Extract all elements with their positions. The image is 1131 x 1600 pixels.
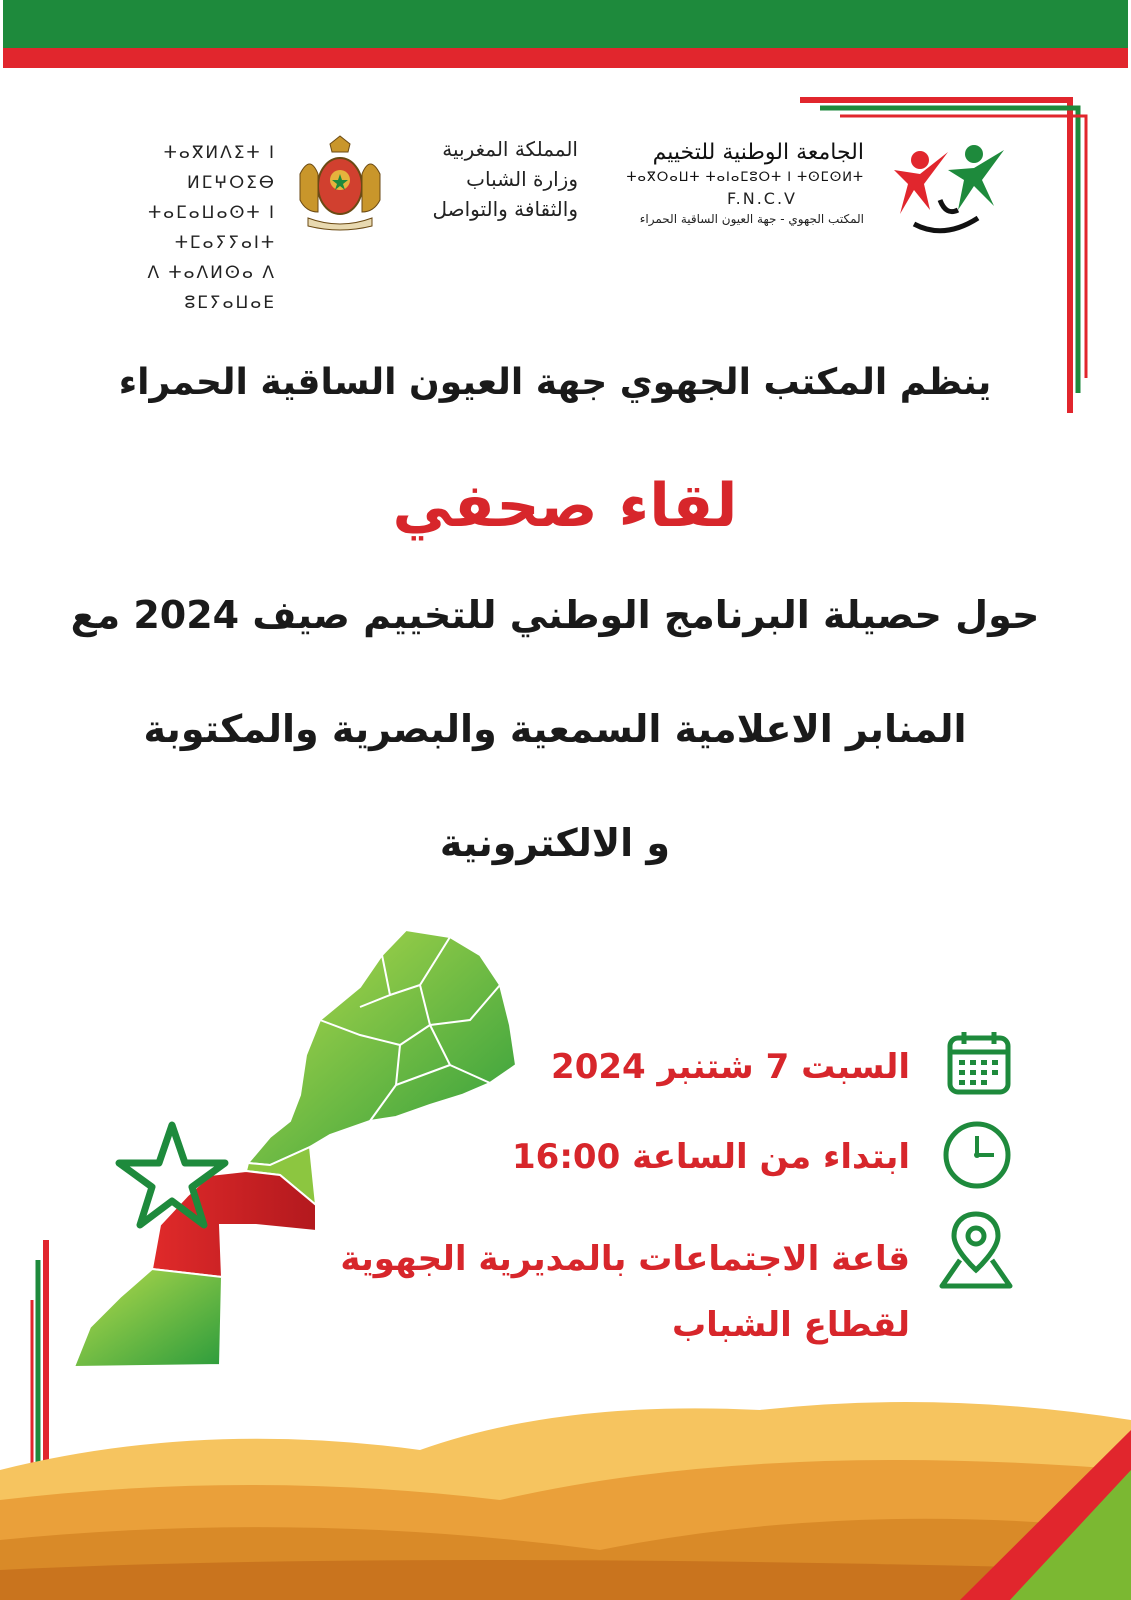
federation-office: المكتب الجهوي - جهة العيون الساقية الحمراء [639,212,864,226]
federation-abbr: F.N.C.V [727,189,797,208]
federation-name-arabic: الجامعة الوطنية للتخييم [652,140,864,165]
organizer-line: ينظم المكتب الجهوي جهة العيون الساقية الحمراء [118,362,992,403]
tifinagh-line-3: ⴷ ⵜⴰⴷⵍⵙⴰ ⴷ ⵓⵎⵢⴰⵡⴰⴹ [147,263,276,313]
ministry-name-arabic [400,134,578,224]
top-band-green [3,0,1128,48]
clock-icon [942,1120,1012,1190]
topic-line-3: و الالكترونية [439,821,671,865]
event-place-line-2: لقطاع الشباب [671,1305,910,1345]
top-band-red [3,48,1128,68]
topic-line-2: المنابر الاعلامية السمعية والبصرية والمكتوبة [143,707,967,751]
tifinagh-line-1: ⵜⴰⴳⵍⴷⵉⵜ ⵏ ⵍⵎⵖⵔⵉⴱ [163,143,276,193]
sand-dunes-decoration [0,1380,1131,1600]
event-title: لقاء صحفي [392,471,738,541]
event-place-line-1: قاعة الاجتماعات بالمديرية الجهوية [340,1239,910,1279]
ministry-line-3: والثقافة والتواصل [432,197,578,221]
morocco-map-icon [70,925,530,1380]
event-time: ابتداء من الساعة 16:00 [512,1137,910,1177]
ministry-name-tifinagh [80,138,276,318]
event-date: السبت 7 شتنبر 2024 [551,1047,910,1087]
ministry-line-1: المملكة المغربية [442,137,578,161]
topic-line-1: حول حصيلة البرنامج الوطني للتخييم صيف 2024 مع [70,593,1040,637]
calendar-icon [946,1030,1012,1096]
coat-of-arms-icon [292,134,388,234]
federation-name-tifinagh: ⵜⴰⴳⵔⴰⵡⵜ ⵜⴰⵏⴰⵎⵓⵔⵜ ⵏ ⵜⵙⵎⵙⵍⵜ [626,170,864,185]
ministry-line-2: وزارة الشباب [466,167,578,191]
tifinagh-line-2: ⵜⴰⵎⴰⵡⴰⵙⵜ ⵏ ⵜⵎⴰⵢⵢⴰⵏⵜ [148,203,276,253]
map-pin-icon [934,1208,1018,1292]
federation-logo-icon [874,140,1024,240]
federation-block [600,138,864,228]
